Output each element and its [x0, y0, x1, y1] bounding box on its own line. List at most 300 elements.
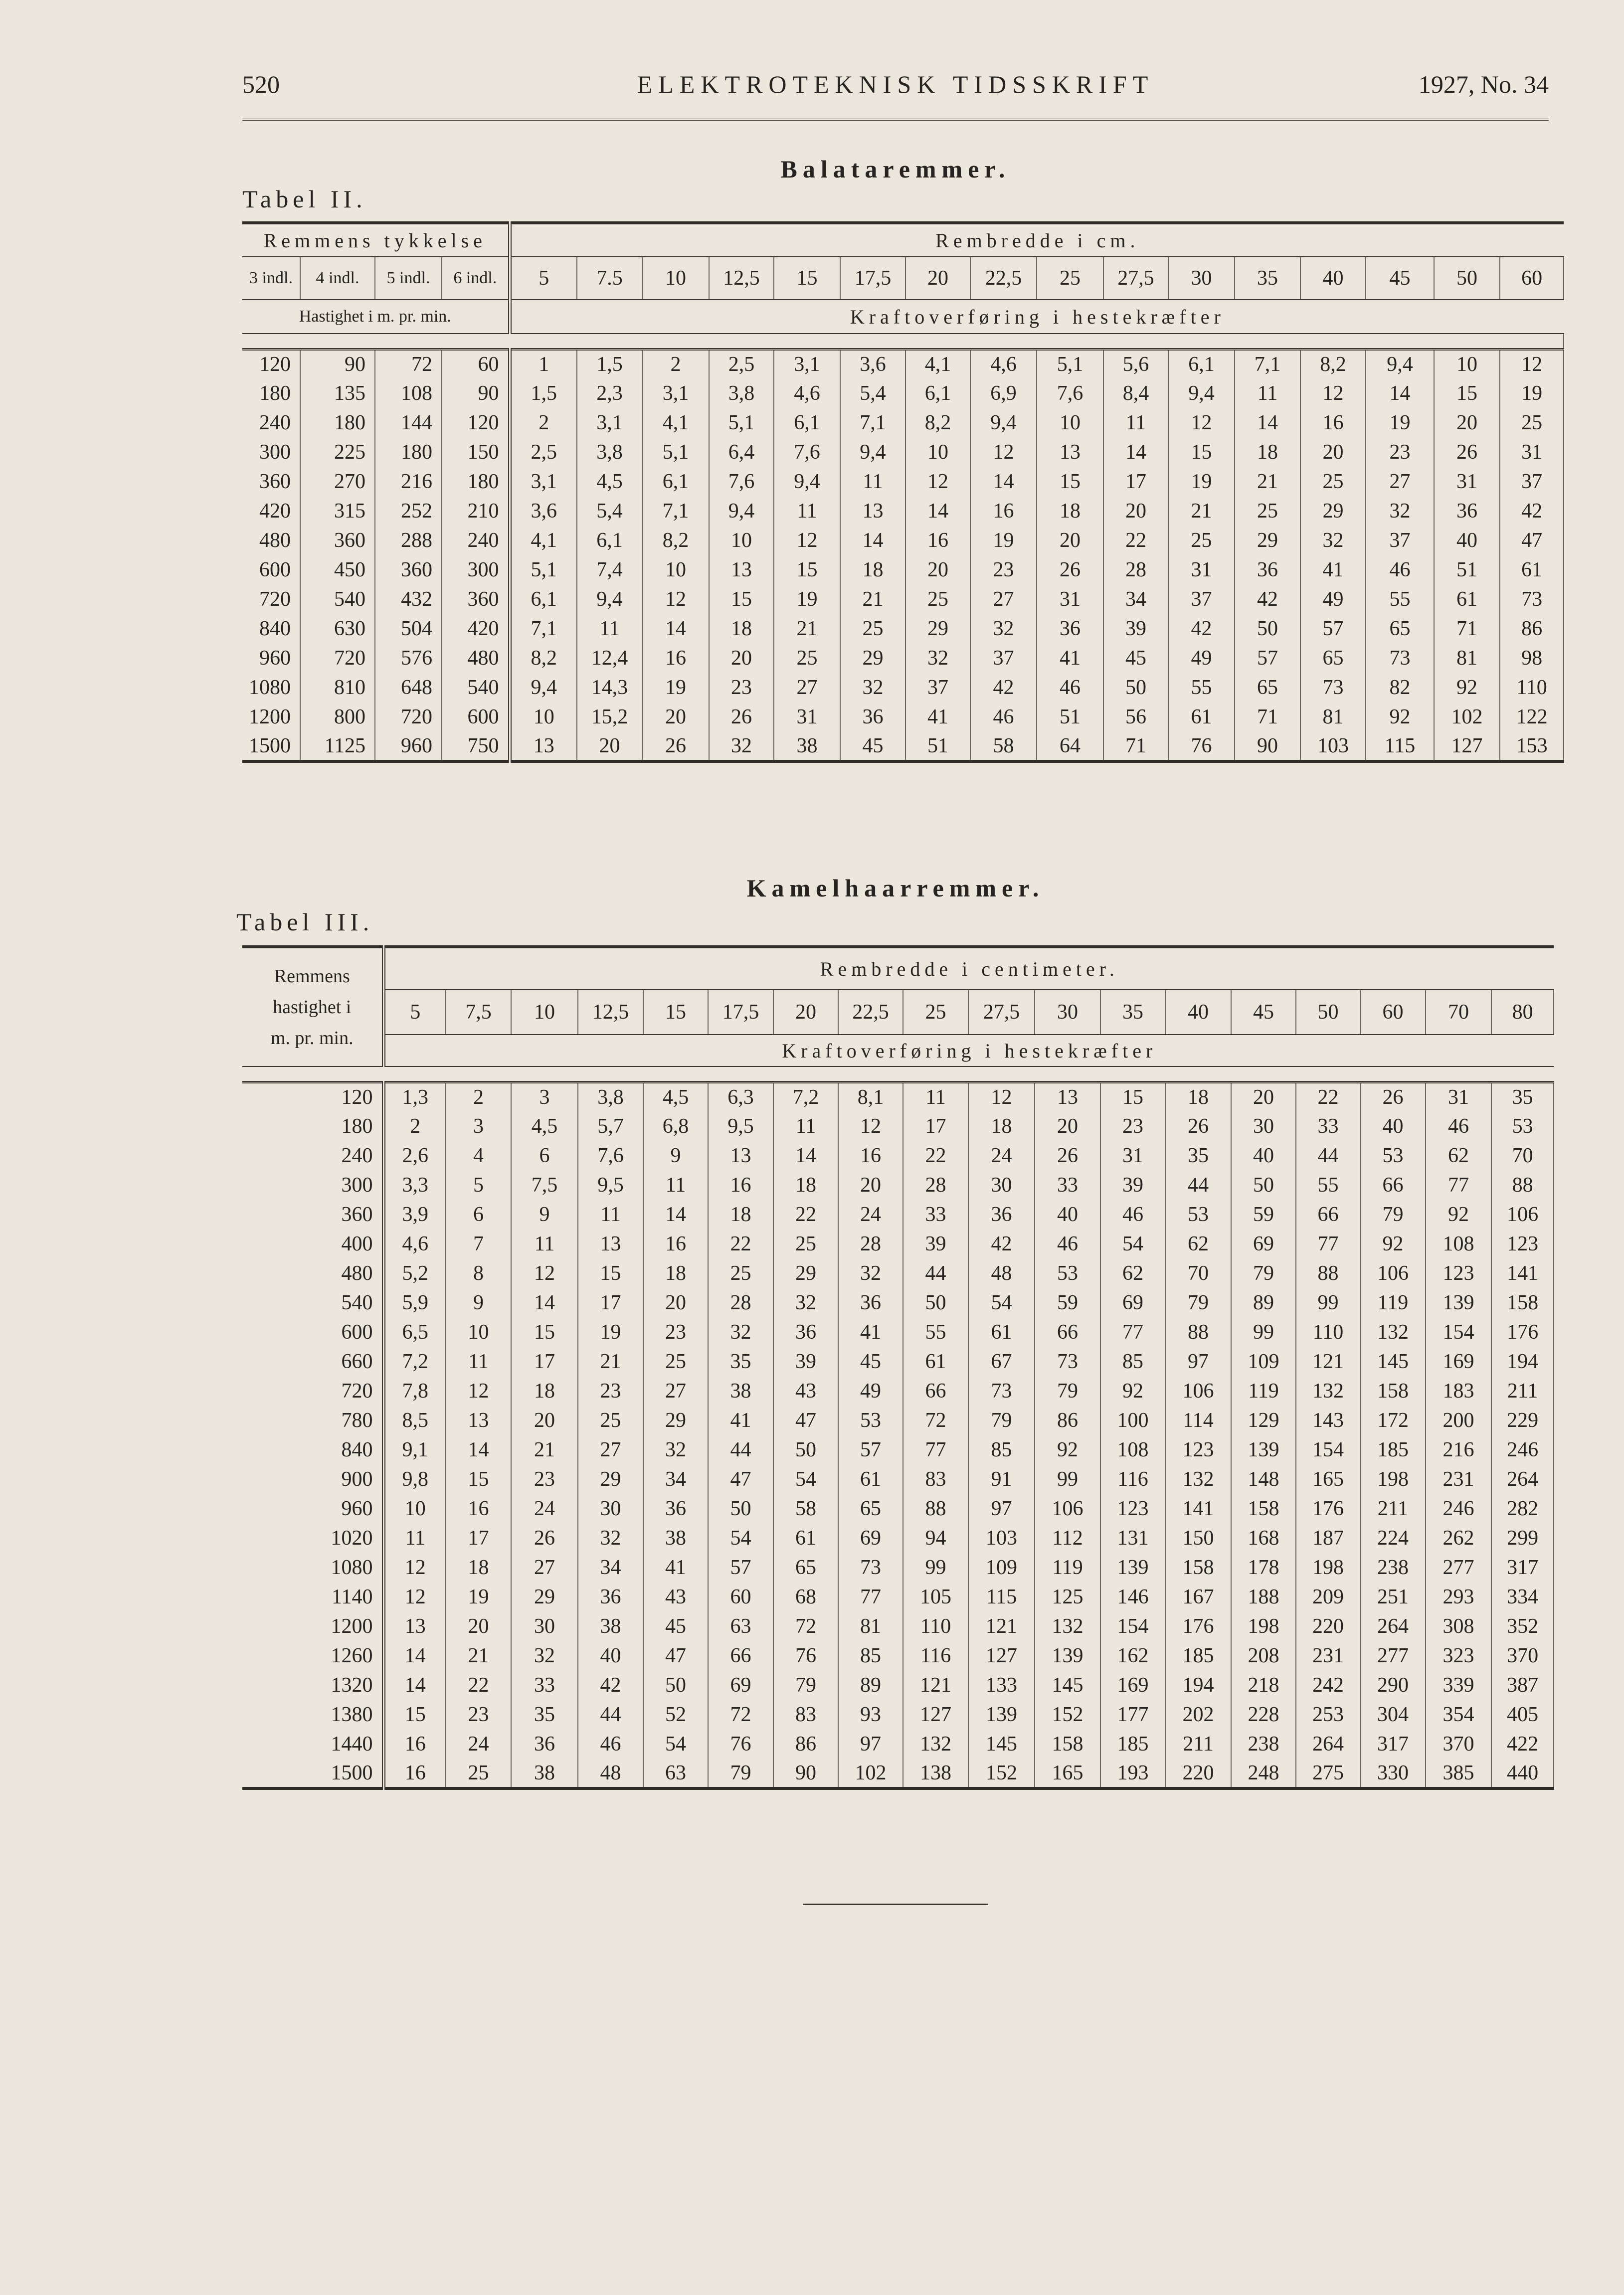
table-cell: 103 — [1300, 732, 1366, 761]
table-cell: 49 — [1300, 585, 1366, 614]
table-row — [242, 1259, 1554, 1288]
table-cell: 288 — [375, 526, 442, 555]
table-cell: 6 — [511, 1141, 578, 1171]
table-cell: 14 — [1366, 379, 1434, 408]
table-cell: 11 — [446, 1347, 511, 1377]
table-cell: 185 — [1360, 1435, 1426, 1465]
table-cell: 116 — [903, 1641, 968, 1671]
table-cell: 210 — [442, 497, 510, 526]
table-cell: 56 — [1103, 703, 1168, 732]
table-cell: 110 — [903, 1612, 968, 1641]
table-cell: 165 — [1035, 1759, 1100, 1788]
table-cell: 253 — [1296, 1700, 1360, 1730]
table-cell: 27 — [511, 1553, 578, 1583]
table-cell: 176 — [1491, 1318, 1554, 1347]
table-cell: 112 — [1035, 1524, 1100, 1553]
table-cell: 6,3 — [708, 1082, 773, 1112]
table-cell: 3,1 — [774, 350, 840, 379]
table-cell: 3,1 — [642, 379, 709, 408]
table-cell: 600 — [442, 703, 510, 732]
table-cell: 38 — [708, 1377, 773, 1406]
table-cell: 228 — [1231, 1700, 1296, 1730]
table-cell: 138 — [903, 1759, 968, 1788]
table-cell: 35 — [1491, 1082, 1554, 1112]
table-cell: 31 — [1434, 467, 1500, 497]
issue-number: 1927, No. 34 — [1418, 70, 1549, 98]
table-cell: 90 — [1235, 732, 1300, 761]
table-cell: 81 — [838, 1612, 903, 1641]
table-cell: 31 — [1037, 585, 1103, 614]
table-cell: 14 — [383, 1641, 446, 1671]
table-cell: 262 — [1426, 1524, 1491, 1553]
table-cell: 750 — [442, 732, 510, 761]
table-cell: 480 — [442, 644, 510, 673]
table-cell: 9,1 — [383, 1435, 446, 1465]
table-cell: 177 — [1100, 1700, 1165, 1730]
table-row — [242, 526, 1564, 555]
table-cell: 20 — [1300, 438, 1366, 467]
table-cell: 108 — [1100, 1435, 1165, 1465]
width-col-header: 5 — [383, 990, 446, 1035]
table-row — [242, 1435, 1554, 1465]
table-cell: 22 — [446, 1671, 511, 1700]
table-cell: 18 — [446, 1553, 511, 1583]
table-cell: 106 — [1035, 1494, 1100, 1524]
table-cell: 132 — [1296, 1377, 1360, 1406]
width-col-header: 15 — [774, 257, 840, 300]
page-number: 520 — [242, 70, 280, 98]
speed-header-line1: Remmens — [274, 966, 350, 987]
table-cell: 127 — [1434, 732, 1500, 761]
table-cell: 28 — [1103, 555, 1168, 585]
table-cell: 576 — [375, 644, 442, 673]
table-cell: 15 — [511, 1318, 578, 1347]
table-cell: 238 — [1360, 1553, 1426, 1583]
table-cell: 79 — [1165, 1288, 1231, 1318]
table-cell: 370 — [1426, 1730, 1491, 1759]
table-cell: 88 — [903, 1494, 968, 1524]
table-cell: 7,1 — [840, 408, 905, 438]
table-cell: 5,1 — [709, 408, 774, 438]
table-cell: 42 — [970, 673, 1037, 703]
table-cell: 88 — [1296, 1259, 1360, 1288]
table-cell: 99 — [1296, 1288, 1360, 1318]
table-cell: 180 — [442, 467, 510, 497]
table-cell: 293 — [1426, 1583, 1491, 1612]
table-cell: 36 — [1235, 555, 1300, 585]
table-cell: 76 — [773, 1641, 838, 1671]
table-row — [242, 1347, 1554, 1377]
table-cell: 9 — [643, 1141, 708, 1171]
table-row — [242, 379, 1564, 408]
table-cell: 14 — [840, 526, 905, 555]
width-col-header: 22,5 — [970, 257, 1037, 300]
table-cell: 3,3 — [383, 1171, 446, 1200]
table-cell: 188 — [1231, 1583, 1296, 1612]
power-subheader: Kraftoverføring i hestekræfter — [510, 300, 1564, 334]
table-cell: 180 — [300, 408, 375, 438]
table-cell: 120 — [442, 408, 510, 438]
table-cell: 1,3 — [383, 1082, 446, 1112]
table-cell: 93 — [838, 1700, 903, 1730]
table-cell: 119 — [1231, 1377, 1296, 1406]
table-cell: 2,5 — [510, 438, 577, 467]
table-cell: 9 — [511, 1200, 578, 1230]
table-cell: 121 — [968, 1612, 1035, 1641]
table-cell: 16 — [970, 497, 1037, 526]
table-cell: 92 — [1366, 703, 1434, 732]
table-cell: 36 — [968, 1200, 1035, 1230]
table-cell: 29 — [840, 644, 905, 673]
width-col-header: 60 — [1500, 257, 1564, 300]
table-cell: 33 — [1296, 1112, 1360, 1141]
table-cell: 33 — [1035, 1171, 1100, 1200]
table-cell: 77 — [838, 1583, 903, 1612]
power-subheader: Kraftoverføring i hestekræfter — [383, 1035, 1554, 1066]
table-cell: 76 — [1168, 732, 1235, 761]
table-cell: 11 — [383, 1524, 446, 1553]
table-cell: 152 — [1035, 1700, 1100, 1730]
table-cell: 840 — [242, 614, 300, 644]
table-cell: 53 — [1491, 1112, 1554, 1141]
table-cell: 66 — [1035, 1318, 1100, 1347]
thickness-col-header: 6 indl. — [442, 257, 510, 300]
table-cell: 282 — [1491, 1494, 1554, 1524]
table-cell: 21 — [446, 1641, 511, 1671]
table-cell: 15 — [1434, 379, 1500, 408]
table-cell: 41 — [838, 1318, 903, 1347]
table-cell: 154 — [1296, 1435, 1360, 1465]
table-cell: 131 — [1100, 1524, 1165, 1553]
table-cell: 41 — [905, 703, 970, 732]
table-cell: 360 — [242, 1200, 383, 1230]
table-cell: 180 — [375, 438, 442, 467]
table-cell: 1440 — [242, 1730, 383, 1759]
table-cell: 6,8 — [643, 1112, 708, 1141]
table-cell: 1500 — [242, 732, 300, 761]
table-cell: 198 — [1360, 1465, 1426, 1494]
table-cell: 27 — [643, 1377, 708, 1406]
table-cell: 90 — [442, 379, 510, 408]
table-cell: 44 — [1165, 1171, 1231, 1200]
table-cell: 20 — [446, 1612, 511, 1641]
table-cell: 225 — [300, 438, 375, 467]
table-cell: 158 — [1035, 1730, 1100, 1759]
table-cell: 5,1 — [642, 438, 709, 467]
table-cell: 30 — [1231, 1112, 1296, 1141]
table-cell: 251 — [1360, 1583, 1426, 1612]
table-cell: 154 — [1100, 1612, 1165, 1641]
table-cell: 169 — [1426, 1347, 1491, 1377]
table-cell: 290 — [1360, 1671, 1426, 1700]
table-cell: 13 — [1035, 1082, 1100, 1112]
table-cell: 185 — [1100, 1730, 1165, 1759]
table-cell: 88 — [1165, 1318, 1231, 1347]
table-cell: 720 — [300, 644, 375, 673]
table-cell: 6,4 — [709, 438, 774, 467]
table-cell: 139 — [1100, 1553, 1165, 1583]
table-cell: 35 — [1165, 1141, 1231, 1171]
table-cell: 216 — [1426, 1435, 1491, 1465]
table-cell: 20 — [1035, 1112, 1100, 1141]
table-cell: 41 — [643, 1553, 708, 1583]
table2-body — [242, 350, 1564, 761]
table-cell: 300 — [242, 438, 300, 467]
table-cell: 65 — [1235, 673, 1300, 703]
table-cell: 34 — [643, 1465, 708, 1494]
table-cell: 18 — [511, 1377, 578, 1406]
table-cell: 72 — [375, 350, 442, 379]
table-cell: 360 — [442, 585, 510, 614]
table-cell: 123 — [1426, 1259, 1491, 1288]
table-cell: 59 — [1035, 1288, 1100, 1318]
table-cell: 7,5 — [511, 1171, 578, 1200]
table-cell: 102 — [1434, 703, 1500, 732]
table-cell: 21 — [578, 1347, 643, 1377]
table-cell: 7,1 — [510, 614, 577, 644]
table-cell: 36 — [840, 703, 905, 732]
table-cell: 420 — [442, 614, 510, 644]
table-cell: 20 — [1037, 526, 1103, 555]
table-cell: 71 — [1434, 614, 1500, 644]
table-cell: 7,8 — [383, 1377, 446, 1406]
table-cell: 18 — [1037, 497, 1103, 526]
width-col-header: 70 — [1426, 990, 1491, 1035]
table-cell: 8,5 — [383, 1406, 446, 1435]
table-cell: 200 — [1426, 1406, 1491, 1435]
table-cell: 106 — [1360, 1259, 1426, 1288]
table-cell: 19 — [578, 1318, 643, 1347]
table-cell: 2 — [446, 1082, 511, 1112]
table-cell: 109 — [968, 1553, 1035, 1583]
table-cell: 11 — [511, 1230, 578, 1259]
table-cell: 9,4 — [970, 408, 1037, 438]
table-cell: 18 — [840, 555, 905, 585]
table-cell: 8,4 — [1103, 379, 1168, 408]
table-cell: 1 — [510, 350, 577, 379]
table-cell: 264 — [1296, 1730, 1360, 1759]
table-cell: 35 — [511, 1700, 578, 1730]
table-row — [242, 1583, 1554, 1612]
table-cell: 960 — [242, 1494, 383, 1524]
table-cell: 97 — [1165, 1347, 1231, 1377]
table-row — [242, 644, 1564, 673]
table-cell: 7,1 — [1235, 350, 1300, 379]
width-col-header: 15 — [643, 990, 708, 1035]
table-cell: 21 — [511, 1435, 578, 1465]
table-cell: 83 — [773, 1700, 838, 1730]
table-cell: 22 — [773, 1200, 838, 1230]
table-cell: 5,7 — [578, 1112, 643, 1141]
table-cell: 141 — [1165, 1494, 1231, 1524]
table-cell: 4,5 — [577, 467, 642, 497]
thickness-group-header: Remmens tykkelse — [242, 223, 510, 257]
table-cell: 77 — [903, 1435, 968, 1465]
table-cell: 299 — [1491, 1524, 1554, 1553]
table-cell: 65 — [1300, 644, 1366, 673]
table-cell: 32 — [840, 673, 905, 703]
table-cell: 30 — [968, 1171, 1035, 1200]
table-cell: 432 — [375, 585, 442, 614]
table-cell: 105 — [903, 1583, 968, 1612]
table3-column-headers — [242, 990, 1554, 1035]
table-cell: 16 — [642, 644, 709, 673]
table-row — [242, 1524, 1554, 1553]
table-cell: 88 — [1491, 1171, 1554, 1200]
table-cell: 123 — [1100, 1494, 1165, 1524]
table-cell: 720 — [375, 703, 442, 732]
table-cell: 71 — [1103, 732, 1168, 761]
table-cell: 70 — [1491, 1141, 1554, 1171]
table-cell: 40 — [1434, 526, 1500, 555]
table-cell: 16 — [838, 1141, 903, 1171]
table-cell: 14 — [446, 1435, 511, 1465]
table-cell: 68 — [773, 1583, 838, 1612]
table-cell: 218 — [1231, 1671, 1296, 1700]
table-cell: 25 — [708, 1259, 773, 1288]
table-cell: 37 — [970, 644, 1037, 673]
table-cell: 14 — [642, 614, 709, 644]
table-cell: 354 — [1426, 1700, 1491, 1730]
table-cell: 69 — [1231, 1230, 1296, 1259]
table-cell: 62 — [1165, 1230, 1231, 1259]
table-cell: 66 — [1296, 1200, 1360, 1230]
table-cell: 38 — [511, 1759, 578, 1788]
table-cell: 106 — [1165, 1377, 1231, 1406]
table-cell: 21 — [774, 614, 840, 644]
table-cell: 17 — [511, 1347, 578, 1377]
table-cell: 10 — [383, 1494, 446, 1524]
table-cell: 39 — [773, 1347, 838, 1377]
table-cell: 36 — [838, 1288, 903, 1318]
table-cell: 4 — [446, 1141, 511, 1171]
table-cell: 9 — [446, 1288, 511, 1318]
table-cell: 248 — [1231, 1759, 1296, 1788]
table-cell: 20 — [838, 1171, 903, 1200]
table-cell: 211 — [1491, 1377, 1554, 1406]
table-cell: 7,2 — [383, 1347, 446, 1377]
table-cell: 5,9 — [383, 1288, 446, 1318]
table-cell: 15,2 — [577, 703, 642, 732]
table-cell: 148 — [1231, 1465, 1296, 1494]
table-cell: 1140 — [242, 1583, 383, 1612]
table-cell: 61 — [1500, 555, 1564, 585]
thickness-col-header: 5 indl. — [375, 257, 442, 300]
table-cell: 211 — [1165, 1730, 1231, 1759]
table-cell: 6 — [446, 1200, 511, 1230]
table-cell: 66 — [1360, 1171, 1426, 1200]
table-cell: 145 — [1035, 1671, 1100, 1700]
table-cell: 22 — [1296, 1082, 1360, 1112]
table-cell: 3,6 — [510, 497, 577, 526]
table-cell: 12 — [774, 526, 840, 555]
width-col-header: 80 — [1491, 990, 1554, 1035]
table-cell: 69 — [708, 1671, 773, 1700]
table-cell: 180 — [242, 1112, 383, 1141]
table-cell: 46 — [578, 1730, 643, 1759]
table-cell: 1080 — [242, 1553, 383, 1583]
table-cell: 27 — [774, 673, 840, 703]
table-cell: 29 — [578, 1465, 643, 1494]
table-cell: 15 — [774, 555, 840, 585]
table-cell: 216 — [375, 467, 442, 497]
table-cell: 12 — [511, 1259, 578, 1288]
table-cell: 4,5 — [643, 1082, 708, 1112]
table-cell: 152 — [968, 1759, 1035, 1788]
table-cell: 1200 — [242, 1612, 383, 1641]
width-col-header: 27,5 — [1103, 257, 1168, 300]
table-cell: 2,5 — [709, 350, 774, 379]
table-cell: 22 — [903, 1141, 968, 1171]
table-cell: 14 — [905, 497, 970, 526]
table-cell: 18 — [968, 1112, 1035, 1141]
table-cell: 86 — [1500, 614, 1564, 644]
speed-header-line3: m. pr. min. — [270, 1028, 354, 1049]
table-cell: 630 — [300, 614, 375, 644]
table-cell: 44 — [903, 1259, 968, 1288]
table-cell: 1,5 — [510, 379, 577, 408]
width-col-header: 45 — [1231, 990, 1296, 1035]
width-group-header: Rembredde i centimeter. — [383, 947, 1554, 990]
table-cell: 800 — [300, 703, 375, 732]
table-cell: 194 — [1491, 1347, 1554, 1377]
table-cell: 2,6 — [383, 1141, 446, 1171]
table-cell: 158 — [1165, 1553, 1231, 1583]
table-cell: 66 — [708, 1641, 773, 1671]
table-cell: 13 — [383, 1612, 446, 1641]
table-cell: 21 — [1235, 467, 1300, 497]
table-cell: 211 — [1360, 1494, 1426, 1524]
table-cell: 20 — [1231, 1082, 1296, 1112]
table3-separator — [242, 1066, 1554, 1082]
table-cell: 57 — [838, 1435, 903, 1465]
width-col-header: 7,5 — [446, 990, 511, 1035]
table-cell: 18 — [709, 614, 774, 644]
table-cell: 5,2 — [383, 1259, 446, 1288]
table-cell: 270 — [300, 467, 375, 497]
table-cell: 141 — [1491, 1259, 1554, 1288]
table-cell: 108 — [1426, 1230, 1491, 1259]
table-row — [242, 1230, 1554, 1259]
table-cell: 36 — [1434, 497, 1500, 526]
table-cell: 24 — [838, 1200, 903, 1230]
table-cell: 15 — [383, 1700, 446, 1730]
table-cell: 36 — [1037, 614, 1103, 644]
table-cell: 143 — [1296, 1406, 1360, 1435]
table-cell: 240 — [242, 1141, 383, 1171]
table-cell: 79 — [1035, 1377, 1100, 1406]
table-cell: 20 — [1434, 408, 1500, 438]
width-col-header: 5 — [510, 257, 577, 300]
table-cell: 45 — [643, 1612, 708, 1641]
table-cell: 2,3 — [577, 379, 642, 408]
width-col-header: 25 — [1037, 257, 1103, 300]
table-cell: 99 — [1035, 1465, 1100, 1494]
table-cell: 29 — [1235, 526, 1300, 555]
table-cell: 15 — [446, 1465, 511, 1494]
table-cell: 150 — [442, 438, 510, 467]
table-cell: 139 — [1035, 1641, 1100, 1671]
table-row — [242, 1200, 1554, 1230]
table-cell: 40 — [1231, 1141, 1296, 1171]
table-cell: 9,4 — [577, 585, 642, 614]
table-row — [242, 1112, 1554, 1141]
thickness-col-header: 4 indl. — [300, 257, 375, 300]
table-cell: 12 — [1300, 379, 1366, 408]
table-cell: 10 — [1434, 350, 1500, 379]
table-cell: 18 — [1165, 1082, 1231, 1112]
table-cell: 23 — [709, 673, 774, 703]
